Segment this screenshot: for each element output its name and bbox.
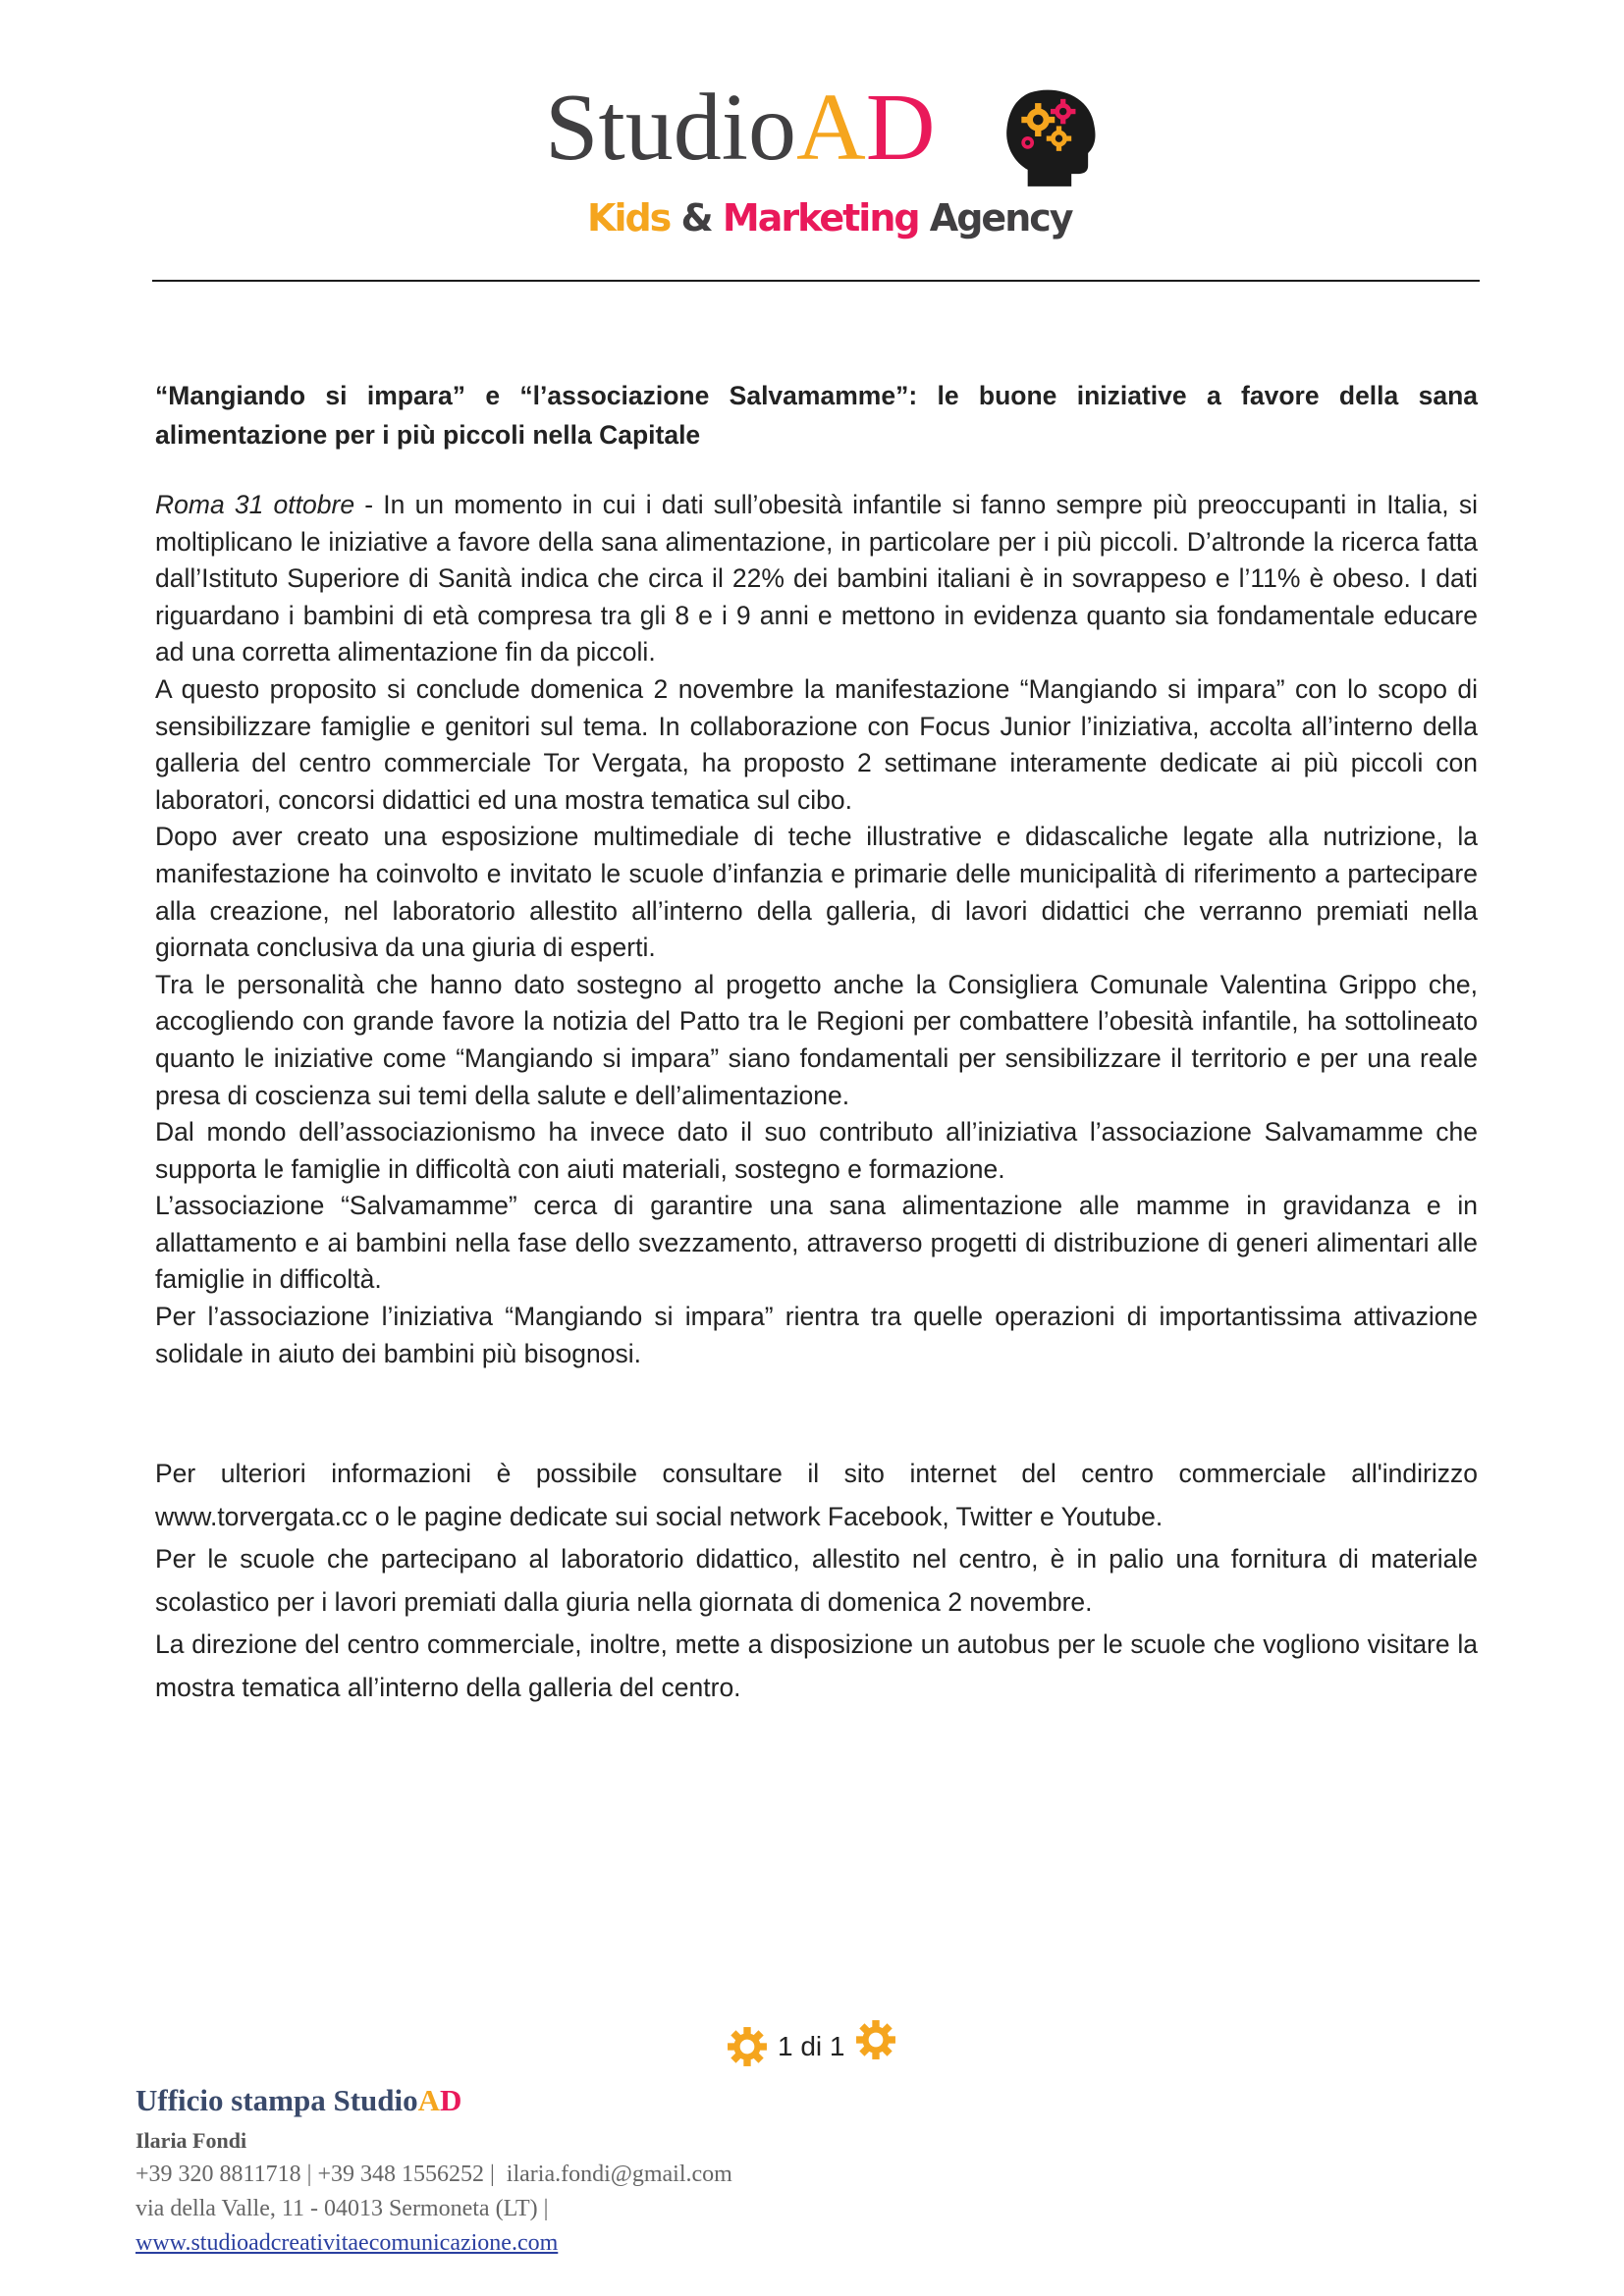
logo-letter-d: D bbox=[865, 75, 936, 181]
contact-phones-email: +39 320 8811718 | +39 348 1556252 | ilaria.fondi@gmail.com bbox=[135, 2162, 732, 2187]
paragraph-1 bbox=[155, 487, 1478, 671]
logo-studio-text: Studio bbox=[545, 75, 796, 181]
brain-head-icon bbox=[999, 84, 1103, 188]
agency-tagline bbox=[587, 196, 1072, 240]
footer-title-text: Ufficio stampa Studio bbox=[135, 2083, 418, 2117]
article-body bbox=[155, 487, 1478, 1372]
tagline-marketing: Marketing bbox=[722, 196, 919, 240]
footer-title-a: A bbox=[417, 2083, 441, 2117]
page-counter bbox=[727, 2022, 896, 2071]
gear-icon bbox=[855, 2019, 896, 2060]
headline: “Mangiando si impara” e “l’associazione Salvamamme”: le buone iniziative a favore della sana alimentazione per i più piccoli nella Capitale bbox=[155, 381, 1478, 450]
header-divider bbox=[152, 280, 1480, 282]
contact-name: Ilaria Fondi bbox=[135, 2128, 247, 2153]
paragraph-5: Dal mondo dell’associazionismo ha invece dato il suo contributo all’iniziativa l’associazione Salvamamme che supporta le famiglie in difficoltà con aiuti materiali, sostegno e formazione. bbox=[155, 1117, 1478, 1184]
paragraph-1-text: - In un momento in cui i dati sull’obesità infantile si fanno sempre più preoccupanti in Italia, si moltiplicano le iniziative a favore della sana alimentazione, in particolare per i più piccoli. D’altronde la ricerca fatta dall’Istituto Superiore di Sanità indica che circa il 22% dei bambini italiani è in sovrappeso e l’11% è obeso. I dati riguardano i bambini di età compresa tra gli 8 e i 9 anni e mettono in evidenza quanto sia fondamentale educare ad una corretta alimentazione fin da piccoli. bbox=[155, 490, 1478, 667]
contact-address: via della Valle, 11 - 04013 Sermoneta (LT) | bbox=[135, 2196, 549, 2221]
paragraph-7: Per l’associazione l’iniziativa “Mangiando si impara” rientra tra quelle operazioni di importantissima attivazione solidale in aiuto dei bambini più bisognosi. bbox=[155, 1302, 1478, 1368]
website-link[interactable]: www.studioadcreativitaecomunicazione.com bbox=[135, 2230, 559, 2256]
info-paragraph-3: La direzione del centro commerciale, inoltre, mette a disposizione un autobus per le scuole che vogliono visitare la mostra tematica all’interno della galleria del centro. bbox=[155, 1629, 1478, 1702]
tagline-kids: Kids bbox=[587, 196, 671, 240]
tagline-ampersand: & bbox=[670, 196, 723, 240]
press-release bbox=[155, 376, 1478, 1372]
info-paragraph-1: Per ulteriori informazioni è possibile consultare il sito internet del centro commerciale all'indirizzo www.torvergata.cc o le pagine dedicate sui social network Facebook, Twitter e Youtube. bbox=[155, 1459, 1478, 1531]
footer-title-d: D bbox=[440, 2083, 462, 2117]
gear-icon bbox=[727, 2026, 768, 2067]
press-office-footer bbox=[135, 2081, 732, 2261]
logo-letter-a: A bbox=[795, 75, 866, 181]
paragraph-3: Dopo aver creato una esposizione multimediale di teche illustrative e didascaliche legate alla nutrizione, la manifestazione ha coinvolto e invitato le scuole d’infanzia e primarie delle municipalità di riferimento a partecipare alla creazione, nel laboratorio allestito all’interno della galleria, di lavori didattici che verranno premiati nella giornata conclusiva da una giuria di esperti. bbox=[155, 822, 1478, 963]
paragraph-4: Tra le personalità che hanno dato sostegno al progetto anche la Consigliera Comunale Valentina Grippo che, accogliendo con grande favore la notizia del Patto tra le Regioni per combattere l’obesità infantile, ha sottolineato quanto le iniziative come “Mangiando si impara” siano fondamentali per sensibilizzare il territorio e per una reale presa di coscienza sui temi della salute e dell’alimentazione. bbox=[155, 969, 1478, 1110]
tagline-agency: Agency bbox=[918, 196, 1072, 240]
paragraph-6: L’associazione “Salvamamme” cerca di garantire una sana alimentazione alle mamme in gravidanza e in allattamento e ai bambini nella fase dello svezzamento, attraverso progetti di distribuzione di generi alimentari alle famiglie in difficoltà. bbox=[155, 1191, 1478, 1295]
footer-title bbox=[135, 2081, 732, 2120]
paragraph-2: A questo proposito si conclude domenica 2 novembre la manifestazione “Mangiando si impara” con lo scopo di sensibilizzare famiglie e genitori sul tema. In collaborazione con Focus Junior l’iniziativa, accolta all’interno della galleria del centro commerciale Tor Vergata, ha proposto 2 settimane interamente dedicate ai più piccoli con laboratori, concorsi didattici ed una mostra tematica sul cibo. bbox=[155, 673, 1478, 815]
info-section bbox=[155, 1453, 1478, 1709]
page-number-text: 1 di 1 bbox=[778, 2031, 845, 2061]
studioad-logo bbox=[545, 77, 1095, 185]
logo-wordmark bbox=[545, 77, 936, 179]
dateline: Roma 31 ottobre bbox=[155, 490, 355, 519]
info-paragraph-2: Per le scuole che partecipano al laboratorio didattico, allestito nel centro, è in palio una fornitura di materiale scolastico per i lavori premiati dalla giuria nella giornata di domenica 2 novembre. bbox=[155, 1544, 1478, 1617]
